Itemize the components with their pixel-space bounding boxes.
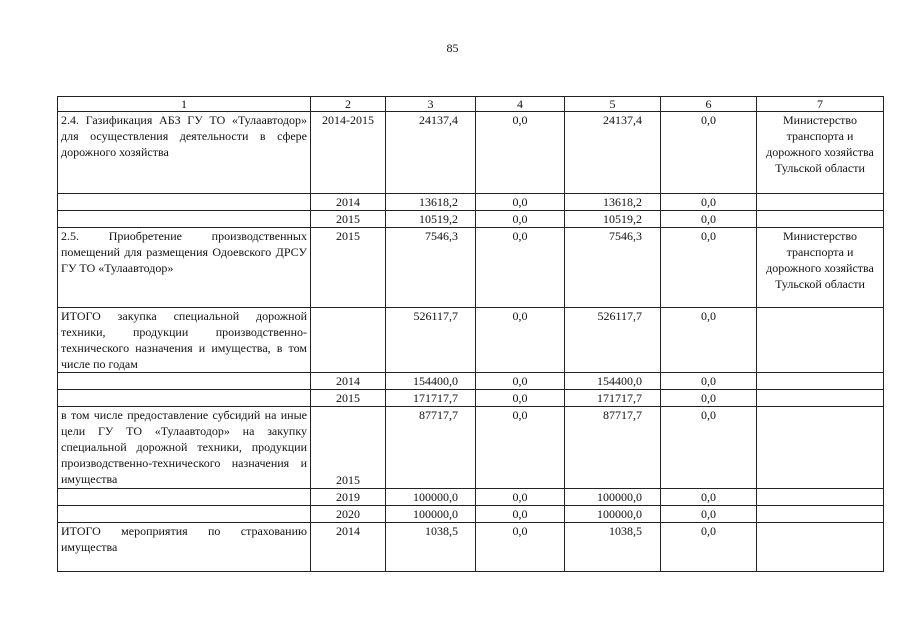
value-cell: 171717,7 — [565, 390, 661, 407]
year-cell: 2015 — [311, 407, 386, 489]
value-cell: 10519,2 — [565, 211, 661, 228]
year-cell: 2015 — [311, 211, 386, 228]
table-row — [58, 390, 884, 407]
value-cell: 24137,4 — [565, 112, 661, 194]
table-row — [58, 308, 884, 373]
responsible-cell — [757, 308, 884, 373]
description-cell — [58, 489, 311, 506]
description-cell: 2.4. Газификация АБЗ ГУ ТО «Тулаавтодор» для осуществления деятельности в сфере дорожного хозяйства — [58, 112, 311, 194]
value-cell: 0,0 — [476, 308, 565, 373]
responsible-cell — [757, 390, 884, 407]
value-cell: 526117,7 — [386, 308, 476, 373]
value-cell: 1038,5 — [386, 523, 476, 572]
description-cell — [58, 194, 311, 211]
table-row — [58, 373, 884, 390]
year-cell: 2019 — [311, 489, 386, 506]
year-cell: 2020 — [311, 506, 386, 523]
value-cell: 171717,7 — [386, 390, 476, 407]
responsible-cell — [757, 523, 884, 572]
description-cell — [58, 211, 311, 228]
value-cell: 0,0 — [476, 373, 565, 390]
value-cell: 1038,5 — [565, 523, 661, 572]
value-cell: 87717,7 — [565, 407, 661, 489]
column-header: 3 — [386, 97, 476, 112]
table-row — [58, 228, 884, 308]
year-cell: 2015 — [311, 228, 386, 308]
value-cell: 154400,0 — [565, 373, 661, 390]
table-row — [58, 211, 884, 228]
value-cell: 0,0 — [661, 112, 757, 194]
description-cell: ИТОГО мероприятия по страхованию имущества — [58, 523, 311, 572]
column-header: 6 — [661, 97, 757, 112]
value-cell: 0,0 — [661, 194, 757, 211]
value-cell: 0,0 — [476, 194, 565, 211]
value-cell: 0,0 — [661, 407, 757, 489]
value-cell: 0,0 — [476, 407, 565, 489]
description-cell: ИТОГО закупка специальной дорожной техники, продукции производственно-технического назначения и имущества, в том числе по годам — [58, 308, 311, 373]
value-cell: 100000,0 — [386, 506, 476, 523]
value-cell: 0,0 — [661, 211, 757, 228]
value-cell: 0,0 — [661, 506, 757, 523]
responsible-cell — [757, 407, 884, 489]
value-cell: 0,0 — [476, 523, 565, 572]
value-cell: 100000,0 — [565, 506, 661, 523]
table-row — [58, 112, 884, 194]
table-row — [58, 506, 884, 523]
value-cell: 0,0 — [476, 506, 565, 523]
column-header-row — [58, 97, 884, 112]
value-cell: 13618,2 — [565, 194, 661, 211]
value-cell: 0,0 — [661, 373, 757, 390]
table-row — [58, 489, 884, 506]
value-cell: 0,0 — [661, 228, 757, 308]
value-cell: 0,0 — [476, 228, 565, 308]
value-cell: 154400,0 — [386, 373, 476, 390]
table-row — [58, 523, 884, 572]
description-cell: в том числе предоставление субсидий на иные цели ГУ ТО «Тулаавтодор» на закупку специальной дорожной техники, продукции производственно-технического назначения и имущества — [58, 407, 311, 489]
value-cell: 100000,0 — [565, 489, 661, 506]
description-cell — [58, 506, 311, 523]
value-cell: 7546,3 — [386, 228, 476, 308]
column-header: 1 — [58, 97, 311, 112]
year-cell: 2014 — [311, 523, 386, 572]
year-cell: 2015 — [311, 390, 386, 407]
responsible-cell: Министерство транспорта и дорожного хозяйства Тульской области — [757, 112, 884, 194]
value-cell: 10519,2 — [386, 211, 476, 228]
value-cell: 0,0 — [476, 211, 565, 228]
description-cell — [58, 390, 311, 407]
value-cell: 87717,7 — [386, 407, 476, 489]
program-table — [57, 96, 884, 572]
description-cell — [58, 373, 311, 390]
value-cell: 0,0 — [661, 390, 757, 407]
column-header: 7 — [757, 97, 884, 112]
value-cell: 13618,2 — [386, 194, 476, 211]
value-cell: 0,0 — [661, 308, 757, 373]
responsible-cell — [757, 373, 884, 390]
value-cell: 100000,0 — [386, 489, 476, 506]
responsible-cell: Министерство транспорта и дорожного хозяйства Тульской области — [757, 228, 884, 308]
value-cell: 526117,7 — [565, 308, 661, 373]
value-cell: 0,0 — [476, 112, 565, 194]
value-cell: 24137,4 — [386, 112, 476, 194]
responsible-cell — [757, 211, 884, 228]
responsible-cell — [757, 194, 884, 211]
year-cell: 2014-2015 — [311, 112, 386, 194]
value-cell: 0,0 — [476, 489, 565, 506]
table-row — [58, 407, 884, 489]
year-cell — [311, 308, 386, 373]
responsible-cell — [757, 506, 884, 523]
description-cell: 2.5. Приобретение производственных помещений для размещения Одоевского ДРСУ ГУ ТО «Тулаавтодор» — [58, 228, 311, 308]
responsible-cell — [757, 489, 884, 506]
value-cell: 0,0 — [661, 489, 757, 506]
column-header: 2 — [311, 97, 386, 112]
year-cell: 2014 — [311, 194, 386, 211]
table-row — [58, 194, 884, 211]
column-header: 5 — [565, 97, 661, 112]
page-number: 85 — [446, 41, 459, 55]
column-header: 4 — [476, 97, 565, 112]
value-cell: 0,0 — [476, 390, 565, 407]
value-cell: 0,0 — [661, 523, 757, 572]
year-cell: 2014 — [311, 373, 386, 390]
value-cell: 7546,3 — [565, 228, 661, 308]
